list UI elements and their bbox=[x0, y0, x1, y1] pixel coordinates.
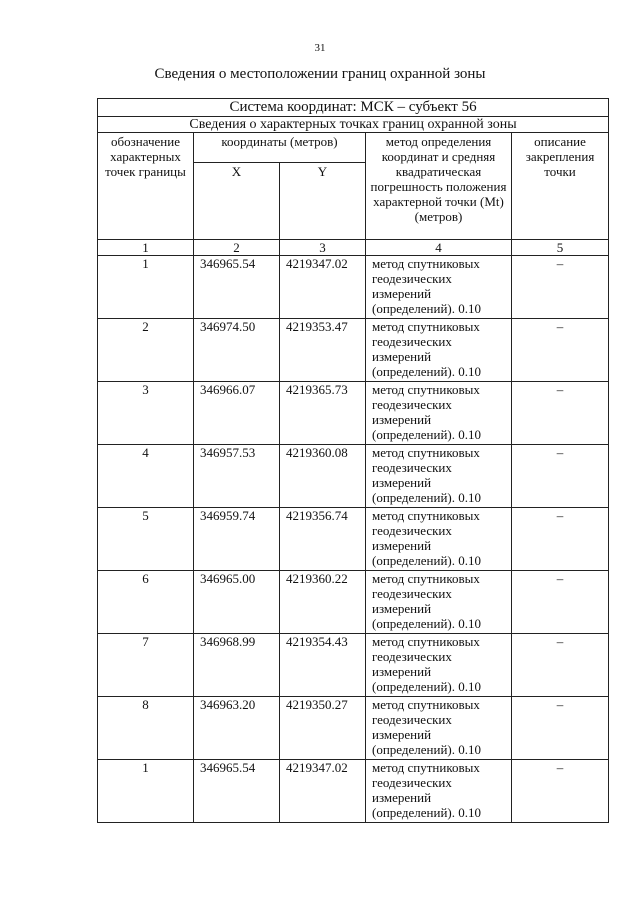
description-cell: – bbox=[512, 571, 609, 634]
method-cell: метод спутниковых геодезических измерений (определений). 0.10 bbox=[366, 319, 512, 382]
coordinates-table bbox=[97, 98, 609, 823]
y-cell: 4219365.73 bbox=[280, 382, 366, 445]
document-title: Сведения о местоположении границ охранной зоны bbox=[154, 66, 486, 82]
y-cell: 4219350.27 bbox=[280, 697, 366, 760]
y-cell: 4219347.02 bbox=[280, 256, 366, 319]
description-cell: – bbox=[512, 319, 609, 382]
method-cell: метод спутниковых геодезических измерений (определений). 0.10 bbox=[366, 571, 512, 634]
y-cell: 4219360.08 bbox=[280, 445, 366, 508]
header-y-cell: Y bbox=[280, 163, 366, 240]
point-cell: 4 bbox=[98, 445, 194, 508]
method-cell: метод спутниковых геодезических измерений (определений). 0.10 bbox=[366, 634, 512, 697]
method-cell: метод спутниковых геодезических измерений (определений). 0.10 bbox=[366, 382, 512, 445]
x-cell: 346959.74 bbox=[194, 508, 280, 571]
point-cell: 8 bbox=[98, 697, 194, 760]
description-cell: – bbox=[512, 445, 609, 508]
x-cell: 346963.20 bbox=[194, 697, 280, 760]
header-point-cell: обозначение характерных точек границы bbox=[98, 133, 194, 240]
page-number: 31 bbox=[314, 42, 326, 54]
column-number-cell: 1 bbox=[98, 240, 194, 256]
point-cell: 3 bbox=[98, 382, 194, 445]
table-row bbox=[98, 571, 609, 634]
x-cell: 346965.54 bbox=[194, 256, 280, 319]
section-caption-cell: Сведения о характерных точках границ охранной зоны bbox=[98, 117, 609, 133]
table-row bbox=[98, 319, 609, 382]
coordinate-system-cell: Система координат: МСК – субъект 56 bbox=[98, 99, 609, 117]
x-cell: 346968.99 bbox=[194, 634, 280, 697]
section-row bbox=[98, 117, 609, 133]
header-row-1 bbox=[98, 133, 609, 163]
column-number-cell: 3 bbox=[280, 240, 366, 256]
y-cell: 4219353.47 bbox=[280, 319, 366, 382]
method-cell: метод спутниковых геодезических измерений (определений). 0.10 bbox=[366, 697, 512, 760]
description-cell: – bbox=[512, 508, 609, 571]
header-description-cell: описание закрепления точки bbox=[512, 133, 609, 240]
column-number-cell: 4 bbox=[366, 240, 512, 256]
x-cell: 346974.50 bbox=[194, 319, 280, 382]
table-row bbox=[98, 508, 609, 571]
point-cell: 5 bbox=[98, 508, 194, 571]
point-cell: 7 bbox=[98, 634, 194, 697]
description-cell: – bbox=[512, 760, 609, 823]
description-cell: – bbox=[512, 697, 609, 760]
column-number-cell: 2 bbox=[194, 240, 280, 256]
method-cell: метод спутниковых геодезических измерений (определений). 0.10 bbox=[366, 760, 512, 823]
point-cell: 2 bbox=[98, 319, 194, 382]
table-row bbox=[98, 445, 609, 508]
system-row bbox=[98, 99, 609, 117]
header-coords-cell: координаты (метров) bbox=[194, 133, 366, 163]
table-row bbox=[98, 760, 609, 823]
y-cell: 4219347.02 bbox=[280, 760, 366, 823]
header-method-cell: метод определения координат и средняя квадратическая погрешность положения характерной точки (Mt) (метров) bbox=[366, 133, 512, 240]
description-cell: – bbox=[512, 382, 609, 445]
x-cell: 346965.00 bbox=[194, 571, 280, 634]
y-cell: 4219354.43 bbox=[280, 634, 366, 697]
header-x-cell: X bbox=[194, 163, 280, 240]
x-cell: 346957.53 bbox=[194, 445, 280, 508]
point-cell: 1 bbox=[98, 256, 194, 319]
x-cell: 346965.54 bbox=[194, 760, 280, 823]
point-cell: 6 bbox=[98, 571, 194, 634]
method-cell: метод спутниковых геодезических измерений (определений). 0.10 bbox=[366, 445, 512, 508]
y-cell: 4219356.74 bbox=[280, 508, 366, 571]
point-cell: 1 bbox=[98, 760, 194, 823]
column-number-row bbox=[98, 240, 609, 256]
method-cell: метод спутниковых геодезических измерений (определений). 0.10 bbox=[366, 256, 512, 319]
column-number-cell: 5 bbox=[512, 240, 609, 256]
method-cell: метод спутниковых геодезических измерений (определений). 0.10 bbox=[366, 508, 512, 571]
x-cell: 346966.07 bbox=[194, 382, 280, 445]
table-row bbox=[98, 634, 609, 697]
table-body bbox=[98, 99, 609, 823]
table-row bbox=[98, 697, 609, 760]
table-row bbox=[98, 382, 609, 445]
description-cell: – bbox=[512, 634, 609, 697]
y-cell: 4219360.22 bbox=[280, 571, 366, 634]
description-cell: – bbox=[512, 256, 609, 319]
table-row bbox=[98, 256, 609, 319]
